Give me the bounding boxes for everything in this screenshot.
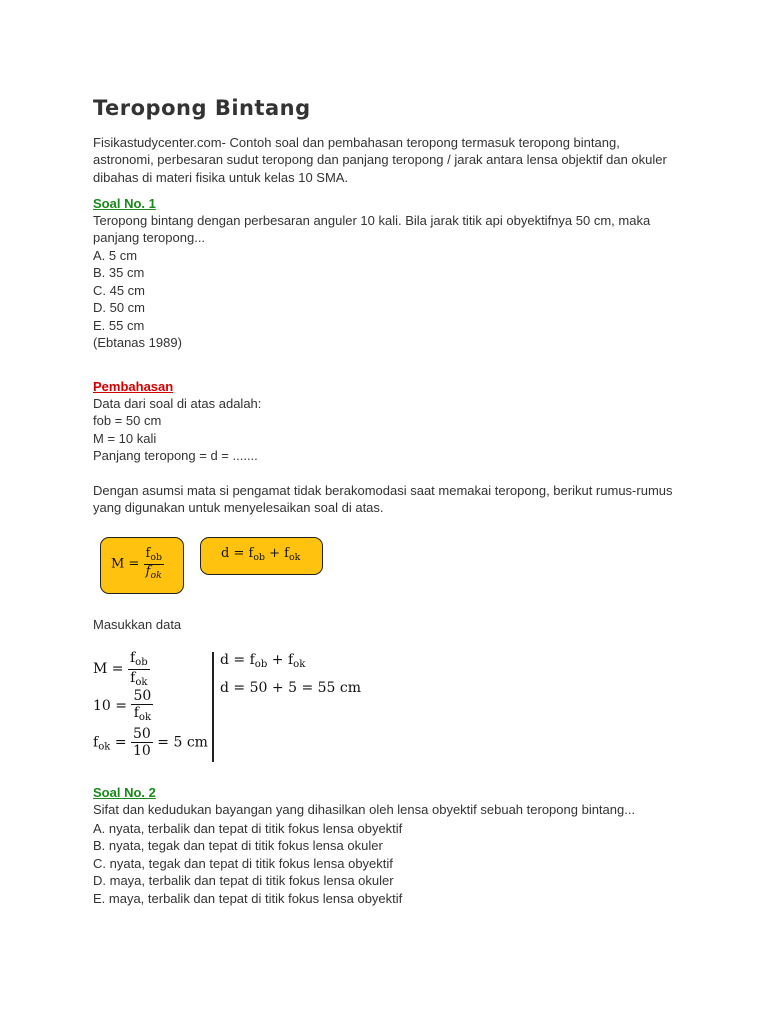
subscript-ok: ok [98,741,111,753]
subscript-ob: ob [253,551,265,563]
plus-sign: + [271,680,284,696]
subscript-ob: ob [150,551,162,563]
value-5: 5 [288,680,297,696]
symbol-m: M [111,556,125,572]
symbol-f: f [133,705,139,722]
intro-paragraph: Fisikastudycenter.com- Contoh soal dan pembahasan teropong termasuk teropong bintang, astronomi, perbesaran sudut teropong dan panjang teropong / jarak antara lensa objektif dan okuler dibahas di materi fisika untuk kelas 10 SMA. [93,135,667,185]
length-formula-box [200,537,323,575]
soal-2-heading: Soal No. 2 [93,785,156,800]
subscript-ok: ok [150,569,162,581]
equals-sign: = [233,652,246,668]
equals-sign: = [111,661,124,678]
solution-step-2 [93,688,153,724]
result-d: 55 cm [317,680,362,696]
solution-step-3 [93,726,208,759]
symbol-f: f [145,563,151,579]
magnification-formula-box [100,537,184,594]
soal-2-question: Sifat dan kedudukan bayangan yang dihasilkan oleh lensa obyektif sebuah teropong bintang... [93,802,636,817]
value-50: 50 [133,688,152,704]
symbol-f: f [287,652,294,668]
symbol-f: f [130,669,136,686]
pembahasan-heading: Pembahasan [93,379,174,394]
equals-sign: = [128,556,140,572]
value-10: 10 [93,697,111,714]
option-a: A. 5 cm [93,248,138,263]
equals-sign: = [233,546,245,561]
equals-sign: = [115,697,128,714]
fraction-fob-fok [128,650,150,688]
subscript-ok: ok [293,659,306,671]
data-line: fob = 50 cm [93,413,162,429]
solution-d-formula [220,652,305,670]
value-10: 10 [133,743,151,760]
option-d: D. 50 cm [93,300,146,316]
subscript-ob: ob [254,659,268,671]
plus-sign: + [269,546,280,561]
soal-1-options [93,247,182,351]
assumption-paragraph: Dengan asumsi mata si pengamat tidak berakomodasi saat memakai teropong, berikut rumus-rumus yang digunakan untuk menyelesaikan soal di atas. [93,483,673,516]
option-c: C. nyata, tegak dan tepat di titik fokus lensa obyektif [93,855,393,871]
data-line: Panjang teropong = d = ....... [93,448,258,464]
fraction-fob-fok [144,547,164,581]
solution-d-result [220,680,361,696]
equals-sign: = [233,680,246,696]
subscript-ob: ob [135,657,148,669]
option-e: E. 55 cm [93,317,145,333]
soal-1-source: (Ebtanas 1989) [93,335,182,351]
soal-2-options [93,820,402,907]
data-line: Data dari soal di atas adalah: [93,396,262,411]
data-line: M = 10 kali [93,430,157,446]
plus-sign: + [271,652,284,668]
symbol-m: M [93,661,108,678]
masukkan-data-label: Masukkan data [93,617,182,632]
soal-1-heading: Soal No. 1 [93,196,156,211]
symbol-f: f [284,546,289,561]
symbol-d: d [220,652,229,668]
symbol-f: f [249,652,255,668]
symbol-f: f [93,734,99,751]
fraction-50-fok [131,688,153,724]
equals-sign: = [301,680,314,696]
solution-divider [212,652,214,762]
option-b: B. nyata, tegak dan tepat di titik fokus lensa okuler [93,838,383,854]
option-c: C. 45 cm [93,282,146,298]
page-title: Teropong Bintang [93,96,311,120]
result-fok: 5 cm [173,734,208,751]
equals-sign: = [157,734,170,751]
solution-step-1 [93,650,150,688]
option-d: D. maya, terbalik dan tepat di titik fokus lensa okuler [93,873,394,889]
equals-sign: = [114,734,127,751]
subscript-ok: ok [288,551,301,563]
symbol-d: d [220,680,229,696]
pembahasan-data [93,395,261,465]
soal-1-question: Teropong bintang dengan perbesaran anguler 10 kali. Bila jarak titik api obyektifnya 50 cm, maka panjang teropong... [93,213,651,246]
option-a: A. nyata, terbalik dan tepat di titik fokus lensa obyektif [93,821,403,836]
subscript-ok: ok [135,676,148,688]
option-e: E. maya, terbalik dan tepat di titik fokus lensa obyektif [93,890,403,906]
symbol-f: f [145,546,151,561]
fraction-50-10 [131,726,153,759]
symbol-f: f [129,650,136,666]
value-50: 50 [249,680,268,696]
subscript-ok: ok [138,712,152,724]
symbol-f: f [248,546,254,561]
symbol-d: d [221,546,230,561]
value-50: 50 [133,726,151,742]
option-b: B. 35 cm [93,265,145,281]
